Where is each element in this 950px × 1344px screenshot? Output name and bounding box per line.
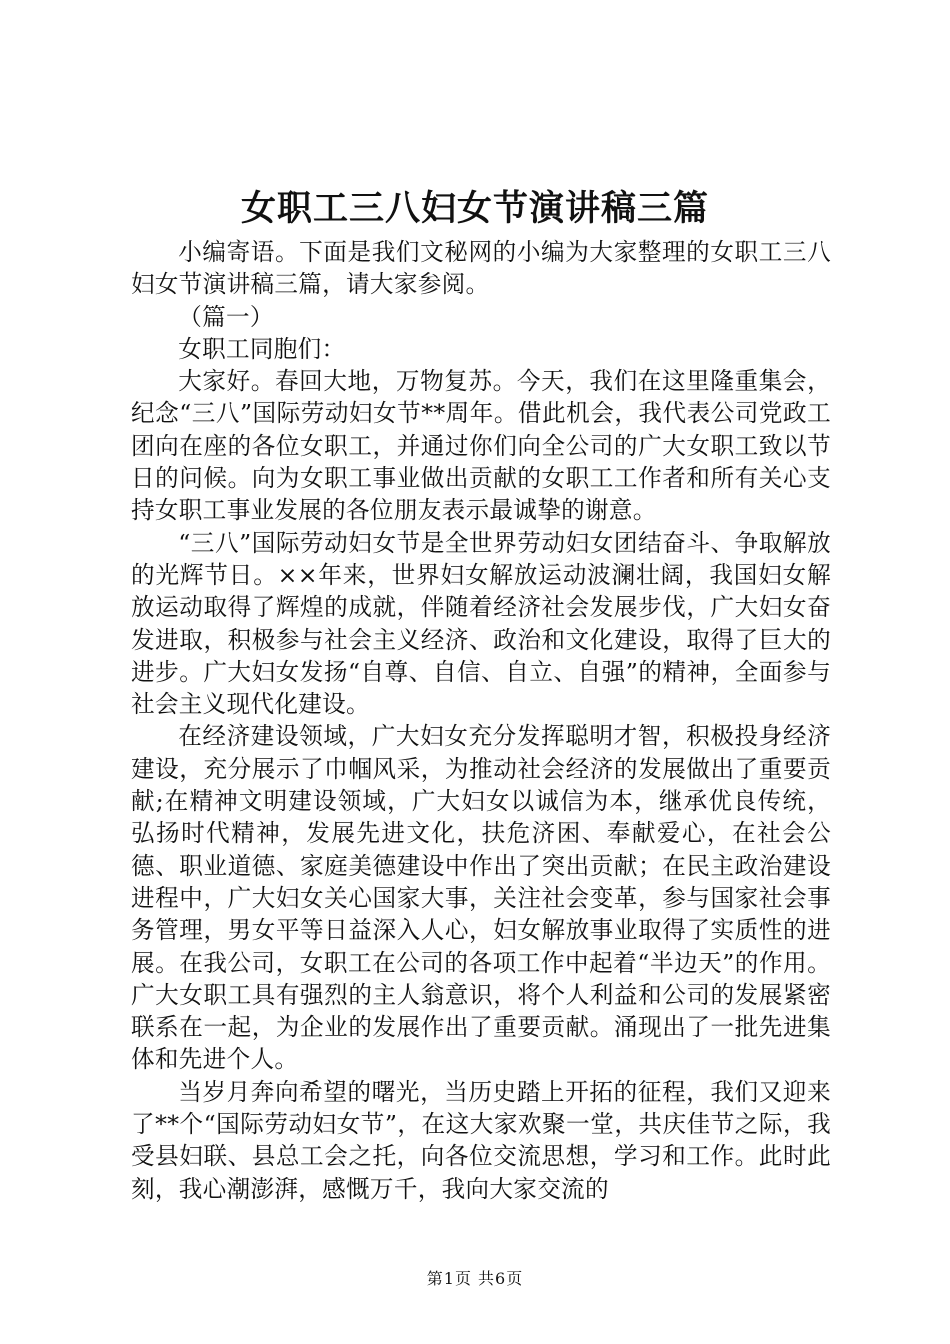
paragraph-contributions: 在经济建设领域，广大妇女充分发挥聪明才智，积极投身经济建设，充分展示了巾帼风采，为推动社会经济的发展做出了重要贡献;在精神文明建设领域，广大妇女以诚信为本，继承优良传统，弘扬时代精神，发展先进文化，扶危济困、奉献爱心，在社会公德、职业道德、家庭美德建设中作出了突出贡献；在民主政治建设进程中，广大妇女关心国家大事，关注社会变革，参与国家社会事务管理，男女平等日益深入人心，妇女解放事业取得了实质性的进展。在我公司，女职工在公司的各项工作中起着“半边天”的作用。广大女职工具有强烈的主人翁意识，将个人利益和公司的发展紧密联系在一起，为企业的发展作出了重要贡献。涌现出了一批先进集体和先进个人。 [131, 722, 831, 1074]
paragraph-closing: 当岁月奔向希望的曙光，当历史踏上开拓的征程，我们又迎来了**个“国际劳动妇女节”，在这大家欢聚一堂，共庆佳节之际，我受县妇联、县总工会之托，向各位交流思想，学习和工作。此时此刻，我心潮澎湃，感慨万千，我向大家交流的 [131, 1077, 831, 1203]
document-title: 女职工三八妇女节演讲稿三篇 [240, 188, 709, 229]
paragraph-greeting: 大家好。春回大地，万物复苏。今天，我们在这里隆重集会，纪念“三八”国际劳动妇女节**周年。借此机会，我代表公司党政工团向在座的各位女职工，并通过你们向全公司的广大女职工致以节日的问候。向为女职工事业做出贡献的女职工工作者和所有关心支持女职工事业发展的各位朋友表示最诚挚的谢意。 [131, 367, 831, 525]
paragraph-section-label: （篇一） [178, 302, 274, 331]
paragraph-festival: “三八”国际劳动妇女节是全世界劳动妇女团结奋斗、争取解放的光辉节日。××年来，世界妇女解放运动波澜壮阔，我国妇女解放运动取得了辉煌的成就，伴随着经济社会发展步伐，广大妇女奋发进取，积极参与社会主义经济、政治和文化建设，取得了巨大的进步。广大妇女发扬“自尊、自信、自立、自强”的精神，全面参与社会主义现代化建设。 [131, 528, 831, 719]
document-body [131, 236, 831, 1205]
paragraph-salutation: 女职工同胞们： [178, 334, 346, 363]
page-number-footer: 第1页 共6页 [426, 1269, 524, 1288]
paragraph-intro: 小编寄语。下面是我们文秘网的小编为大家整理的女职工三八妇女节演讲稿三篇，请大家参阅。 [131, 238, 831, 299]
